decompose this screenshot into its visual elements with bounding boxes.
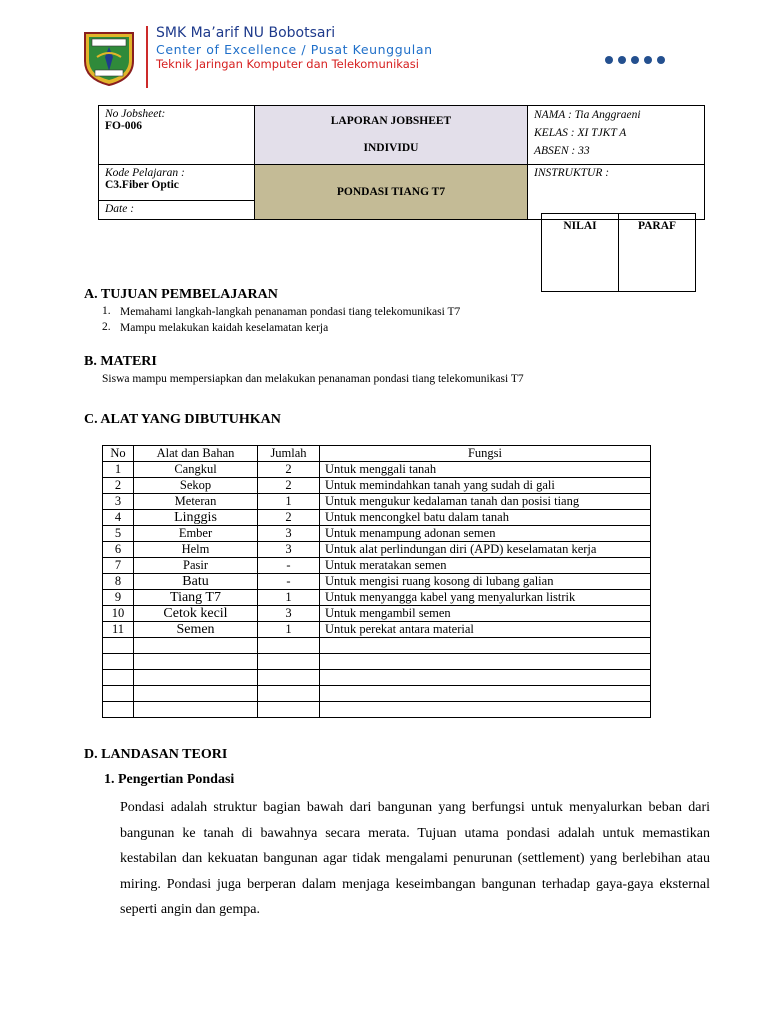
tools-cell-fungsi: Untuk meratakan semen <box>320 558 651 574</box>
school-name: SMK Ma’arif NU Bobotsari <box>156 25 336 41</box>
tools-cell-jumlah: 1 <box>258 494 320 510</box>
tools-cell-alat: Helm <box>134 542 258 558</box>
grade-paraf-cell <box>619 214 696 292</box>
table-row <box>103 510 651 526</box>
tools-cell-empty <box>134 654 258 670</box>
topic-cell <box>255 165 528 220</box>
table-row <box>103 478 651 494</box>
report-title-cell <box>255 106 528 165</box>
subject-code-cell <box>99 165 255 201</box>
grade-nilai-cell <box>542 214 619 292</box>
tools-cell-empty <box>258 638 320 654</box>
tools-cell-empty <box>258 670 320 686</box>
theory-paragraph: Pondasi adalah struktur bagian bawah dari bangunan yang berfungsi untuk menyalurkan beban dari bangunan ke tanah di bawahnya secara merata. Tujuan utama pondasi adalah untuk memastikan kestabilan dan kekuatan bangunan agar tidak mengalami penurunan (settlement) yang berlebihan atau miring. Pondasi juga berperan dalam menjaga keseimbangan bangunan terhadap gaya-gaya eksternal seperti angin dan gempa. <box>120 800 710 917</box>
grade-nilai-label: NILAI <box>563 220 597 232</box>
tools-cell-empty <box>320 702 651 718</box>
table-row <box>103 606 651 622</box>
tools-cell-empty <box>258 654 320 670</box>
tools-cell-alat: Pasir <box>134 558 258 574</box>
objective-text-2: Mampu melakukan kaidah keselamatan kerja <box>120 322 329 334</box>
tools-cell-empty <box>103 686 134 702</box>
tools-cell-alat: Tiang T7 <box>134 590 258 606</box>
school-crest-icon <box>79 27 139 87</box>
report-title-line1: LAPORAN JOBSHEET <box>330 115 452 127</box>
section-b-title: B. MATERI <box>84 354 157 369</box>
tools-cell-empty <box>134 686 258 702</box>
objective-number-2: 2. <box>102 321 111 333</box>
jobsheet-info-table <box>98 105 705 220</box>
tools-cell-jumlah: 3 <box>258 526 320 542</box>
letterhead <box>0 0 768 100</box>
tools-cell-no: 5 <box>103 526 134 542</box>
instructor-label: INSTRUKTUR : <box>534 167 610 179</box>
tools-cell-empty <box>320 670 651 686</box>
theory-subtitle: 1. Pengertian Pondasi <box>104 772 235 787</box>
table-row <box>103 558 651 574</box>
materi-text: Siswa mampu mempersiapkan dan melakukan penanaman pondasi tiang telekomunikasi T7 <box>102 373 524 385</box>
tools-cell-no: 6 <box>103 542 134 558</box>
tools-cell-jumlah: 1 <box>258 622 320 638</box>
header-divider <box>146 26 148 88</box>
table-row <box>103 526 651 542</box>
tools-header-jumlah: Jumlah <box>258 446 320 462</box>
date-label: Date : <box>105 203 135 215</box>
tools-cell-jumlah: 2 <box>258 510 320 526</box>
tools-cell-no: 2 <box>103 478 134 494</box>
tools-header-no: No <box>103 446 134 462</box>
subject-code-value: C3.Fiber Optic <box>105 179 179 191</box>
tools-cell-alat: Cetok kecil <box>134 606 258 622</box>
tools-cell-fungsi: Untuk menyangga kabel yang menyalurkan listrik <box>320 590 651 606</box>
tools-cell-fungsi: Untuk mengisi ruang kosong di lubang galian <box>320 574 651 590</box>
student-absen: ABSEN : 33 <box>534 145 590 157</box>
objective-text-1: Memahami langkah-langkah penanaman pondasi tiang telekomunikasi T7 <box>120 306 461 318</box>
grade-paraf-label: PARAF <box>637 220 677 232</box>
table-row-empty <box>103 670 651 686</box>
tools-cell-fungsi: Untuk mengambil semen <box>320 606 651 622</box>
tools-cell-empty <box>320 686 651 702</box>
table-row-empty <box>103 686 651 702</box>
grade-table <box>541 213 696 292</box>
school-program: Teknik Jaringan Komputer dan Telekomunikasi <box>156 57 419 71</box>
tools-table-header-row <box>103 446 651 462</box>
tools-cell-empty <box>103 638 134 654</box>
date-cell <box>99 201 255 220</box>
section-d-title: D. LANDASAN TEORI <box>84 747 228 762</box>
tools-cell-empty <box>134 702 258 718</box>
student-class: KELAS : XI TJKT A <box>534 127 627 139</box>
tools-header-fungsi: Fungsi <box>320 446 651 462</box>
table-row-empty <box>103 638 651 654</box>
section-c-title: C. ALAT YANG DIBUTUHKAN <box>84 412 281 427</box>
tools-cell-empty <box>134 670 258 686</box>
tools-cell-jumlah: 3 <box>258 542 320 558</box>
dot-icon <box>644 56 652 64</box>
tools-cell-jumlah: 1 <box>258 590 320 606</box>
tools-table <box>102 445 651 718</box>
tools-cell-empty <box>320 654 651 670</box>
jobsheet-number-value: FO-006 <box>105 120 143 132</box>
dot-icon <box>605 56 613 64</box>
jobsheet-number-cell <box>99 106 255 165</box>
table-row-empty <box>103 654 651 670</box>
tools-cell-jumlah: - <box>258 574 320 590</box>
tools-cell-fungsi: Untuk mengukur kedalaman tanah dan posisi tiang <box>320 494 651 510</box>
tools-cell-empty <box>320 638 651 654</box>
report-title-line2: INDIVIDU <box>363 142 419 154</box>
student-info-cell <box>528 106 705 165</box>
table-row <box>103 622 651 638</box>
instructor-cell <box>528 165 705 220</box>
table-row <box>103 462 651 478</box>
table-row <box>103 590 651 606</box>
tools-cell-no: 11 <box>103 622 134 638</box>
tools-cell-jumlah: - <box>258 558 320 574</box>
table-row <box>103 494 651 510</box>
dot-icon <box>657 56 665 64</box>
tools-cell-empty <box>103 670 134 686</box>
tools-cell-no: 4 <box>103 510 134 526</box>
tools-cell-no: 3 <box>103 494 134 510</box>
tools-cell-no: 9 <box>103 590 134 606</box>
tools-cell-fungsi: Untuk alat perlindungan diri (APD) keselamatan kerja <box>320 542 651 558</box>
tools-cell-no: 7 <box>103 558 134 574</box>
dot-icon <box>631 56 639 64</box>
tools-cell-empty <box>258 686 320 702</box>
tools-cell-no: 1 <box>103 462 134 478</box>
tools-cell-no: 10 <box>103 606 134 622</box>
tools-header-alat: Alat dan Bahan <box>134 446 258 462</box>
tools-cell-empty <box>103 702 134 718</box>
jobsheet-number-label: No Jobsheet: <box>105 108 166 120</box>
school-tagline: Center of Excellence / Pusat Keunggulan <box>156 42 433 57</box>
student-name: NAMA : Tia Anggraeni <box>534 109 641 121</box>
topic-title: PONDASI TIANG T7 <box>336 186 446 198</box>
tools-cell-alat: Linggis <box>134 510 258 526</box>
tools-cell-jumlah: 2 <box>258 462 320 478</box>
table-row <box>103 574 651 590</box>
tools-cell-alat: Meteran <box>134 494 258 510</box>
tools-cell-alat: Sekop <box>134 478 258 494</box>
tools-cell-empty <box>134 638 258 654</box>
tools-cell-empty <box>103 654 134 670</box>
tools-cell-alat: Ember <box>134 526 258 542</box>
decorative-dots <box>605 56 665 64</box>
tools-cell-fungsi: Untuk memindahkan tanah yang sudah di gali <box>320 478 651 494</box>
tools-cell-empty <box>258 702 320 718</box>
tools-cell-fungsi: Untuk menggali tanah <box>320 462 651 478</box>
dot-icon <box>618 56 626 64</box>
table-row-empty <box>103 702 651 718</box>
tools-cell-no: 8 <box>103 574 134 590</box>
tools-cell-fungsi: Untuk mencongkel batu dalam tanah <box>320 510 651 526</box>
section-a-title: A. TUJUAN PEMBELAJARAN <box>84 287 278 302</box>
tools-cell-alat: Batu <box>134 574 258 590</box>
tools-cell-fungsi: Untuk menampung adonan semen <box>320 526 651 542</box>
table-row <box>103 542 651 558</box>
objective-number-1: 1. <box>102 305 111 317</box>
tools-cell-jumlah: 3 <box>258 606 320 622</box>
tools-cell-alat: Cangkul <box>134 462 258 478</box>
subject-code-label: Kode Pelajaran : <box>105 167 185 179</box>
tools-cell-alat: Semen <box>134 622 258 638</box>
tools-cell-fungsi: Untuk perekat antara material <box>320 622 651 638</box>
tools-table-body <box>103 462 651 718</box>
tools-cell-jumlah: 2 <box>258 478 320 494</box>
